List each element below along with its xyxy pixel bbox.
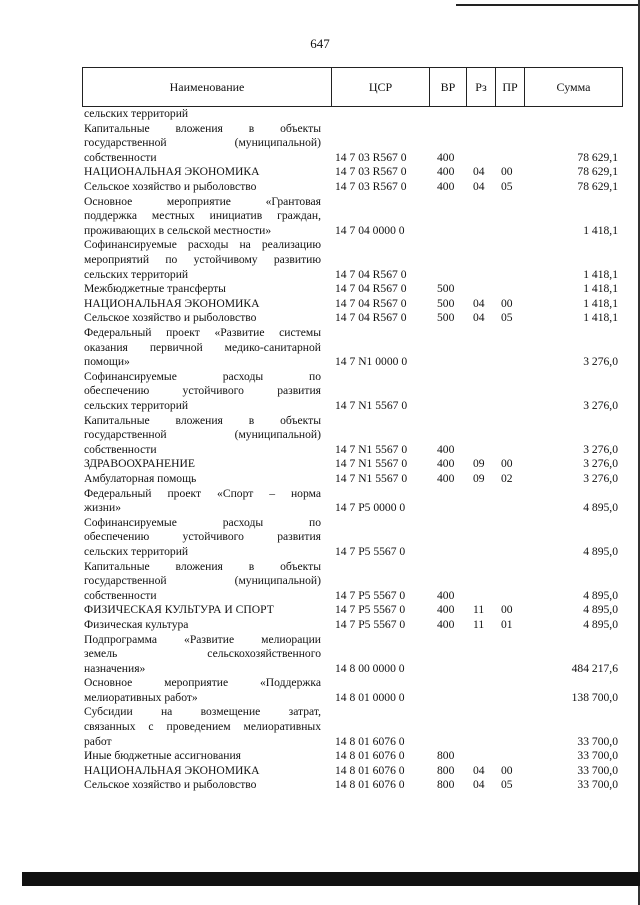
- row-name-line: обеспечению устойчивого развития: [84, 384, 321, 398]
- row-name: [84, 749, 321, 764]
- row-name-line: государственной (муниципальной): [84, 136, 321, 150]
- row-sum: 3 276,0: [583, 457, 618, 471]
- row-name-line: сельских территорий: [84, 544, 189, 558]
- row-name-line: сельских территорий: [84, 398, 189, 412]
- row-name-line: Физическая культура: [84, 617, 189, 631]
- row-csr: 14 8 01 6076 0: [335, 734, 405, 748]
- row-name-line: назначения»: [84, 661, 146, 675]
- table-row: [0, 560, 640, 604]
- row-sum: 138 700,0: [571, 690, 618, 704]
- row-name-line: ЗДРАВООХРАНЕНИЕ: [84, 457, 195, 471]
- row-name: [84, 457, 321, 472]
- row-vr: 400: [437, 617, 455, 631]
- row-name: [84, 560, 321, 604]
- row-name: [84, 618, 321, 633]
- row-csr: 14 7 N1 5567 0: [335, 471, 408, 485]
- header-vr: ВР: [440, 80, 456, 94]
- row-name: [84, 472, 321, 487]
- row-csr: 14 7 P5 5567 0: [335, 544, 406, 558]
- row-vr: 400: [437, 150, 455, 164]
- row-sum: 33 700,0: [577, 734, 618, 748]
- row-csr: 14 7 03 R567 0: [335, 150, 407, 164]
- table-row: [0, 297, 640, 312]
- row-name-line: собственности: [84, 588, 157, 602]
- row-name-line: Сельское хозяйство и рыболовство: [84, 179, 257, 193]
- row-rz: 04: [473, 296, 485, 310]
- row-csr: 14 7 P5 0000 0: [335, 501, 406, 515]
- row-csr: 14 7 03 R567 0: [335, 165, 407, 179]
- row-sum: 1 418,1: [583, 296, 618, 310]
- row-vr: 800: [437, 778, 455, 792]
- row-rz: 04: [473, 311, 485, 325]
- row-name-line: собственности: [84, 150, 157, 164]
- table-row: [0, 778, 640, 793]
- row-name-line: земель сельскохозяйственного: [84, 647, 321, 661]
- row-csr: 14 7 N1 0000 0: [335, 355, 408, 369]
- row-name-line: работ: [84, 734, 112, 748]
- row-sum: 1 418,1: [583, 267, 618, 281]
- row-name: [84, 487, 321, 516]
- row-name-line: НАЦИОНАЛЬНАЯ ЭКОНОМИКА: [84, 165, 260, 179]
- table-row: [0, 764, 640, 779]
- table-row: [0, 195, 640, 239]
- row-name-line: поддержка местных инициатив граждан,: [84, 209, 321, 223]
- row-name-line: проживающих в сельской местности»: [84, 223, 272, 237]
- row-vr: 400: [437, 442, 455, 456]
- row-name-line: собственности: [84, 442, 157, 456]
- table-row: [0, 516, 640, 560]
- row-name-line: Субсидии на возмещение затрат,: [84, 705, 321, 719]
- row-name: [84, 633, 321, 677]
- row-name-line: Сельское хозяйство и рыболовство: [84, 778, 257, 792]
- row-name: [84, 603, 321, 618]
- row-csr: 14 7 P5 5567 0: [335, 617, 406, 631]
- row-pr: 00: [501, 763, 513, 777]
- table-row: [0, 705, 640, 749]
- row-pr: 05: [501, 179, 513, 193]
- table-row: [0, 603, 640, 618]
- row-name-line: Межбюджетные трансферты: [84, 282, 226, 296]
- table-row: [0, 122, 640, 166]
- row-name-line: НАЦИОНАЛЬНАЯ ЭКОНОМИКА: [84, 763, 260, 777]
- row-sum: 3 276,0: [583, 442, 618, 456]
- row-csr: 14 7 04 R567 0: [335, 296, 407, 310]
- row-name-line: Подпрограмма «Развитие мелиорации: [84, 632, 321, 646]
- row-name-line: Софинансируемые расходы по: [84, 515, 321, 529]
- row-vr: 500: [437, 296, 455, 310]
- row-name-line: Основное мероприятие «Поддержка: [84, 676, 321, 690]
- row-name-line: Иные бюджетные ассигнования: [84, 749, 241, 763]
- row-csr: 14 7 P5 5567 0: [335, 603, 406, 617]
- row-rz: 04: [473, 763, 485, 777]
- row-name-line: государственной (муниципальной): [84, 428, 321, 442]
- row-sum: 3 276,0: [583, 471, 618, 485]
- row-rz: 09: [473, 457, 485, 471]
- row-csr: 14 7 04 R567 0: [335, 311, 407, 325]
- header-sum: Сумма: [556, 80, 591, 94]
- header-csr: ЦСР: [368, 80, 393, 94]
- row-name-line: оказания первичной медико-санитарной: [84, 340, 321, 354]
- table-row: [0, 633, 640, 677]
- header-pr: ПР: [502, 80, 518, 94]
- row-name-line: НАЦИОНАЛЬНАЯ ЭКОНОМИКА: [84, 296, 260, 310]
- table-row: [0, 180, 640, 195]
- row-csr: 14 8 01 6076 0: [335, 749, 405, 763]
- row-name-line: Капитальные вложения в объекты: [84, 559, 321, 573]
- row-sum: 3 276,0: [583, 398, 618, 412]
- row-sum: 33 700,0: [577, 778, 618, 792]
- row-pr: 05: [501, 778, 513, 792]
- row-name-line: мелиоративных работ»: [84, 690, 198, 704]
- row-name: [84, 516, 321, 560]
- row-vr: 800: [437, 763, 455, 777]
- top-edge-line: [456, 4, 640, 6]
- row-name: [84, 297, 321, 312]
- row-vr: 800: [437, 749, 455, 763]
- header-rz: Рз: [475, 80, 487, 94]
- row-name-line: Капитальные вложения в объекты: [84, 413, 321, 427]
- row-name-line: обеспечению устойчивого развития: [84, 530, 321, 544]
- row-csr: 14 8 01 6076 0: [335, 763, 405, 777]
- row-name: [84, 705, 321, 749]
- row-name: [84, 676, 321, 705]
- row-vr: 400: [437, 165, 455, 179]
- row-name-line: государственной (муниципальной): [84, 574, 321, 588]
- row-name: [84, 282, 321, 297]
- row-sum: 33 700,0: [577, 749, 618, 763]
- row-name: [84, 778, 321, 793]
- row-sum: 4 895,0: [583, 603, 618, 617]
- row-sum: 4 895,0: [583, 544, 618, 558]
- row-pr: 00: [501, 165, 513, 179]
- row-rz: 09: [473, 471, 485, 485]
- row-name-line: жизни»: [84, 501, 122, 515]
- row-name: [84, 326, 321, 370]
- row-name-line: Софинансируемые расходы на реализацию: [84, 238, 321, 252]
- row-csr: 14 8 00 0000 0: [335, 661, 405, 675]
- row-name: [84, 414, 321, 458]
- row-sum: 33 700,0: [577, 763, 618, 777]
- row-pr: 01: [501, 617, 513, 631]
- row-vr: 400: [437, 179, 455, 193]
- row-name-line: сельских территорий: [84, 267, 189, 281]
- table-row: [0, 749, 640, 764]
- table-row: [0, 487, 640, 516]
- row-name-line: мероприятий по устойчивому развитию: [84, 252, 321, 266]
- row-name: [84, 165, 321, 180]
- table-row: [0, 282, 640, 297]
- row-rz: 11: [473, 617, 485, 631]
- row-name-line: Основное мероприятие «Грантовая: [84, 194, 321, 208]
- table-row: [0, 676, 640, 705]
- row-name-line: Федеральный проект «Развитие системы: [84, 325, 321, 339]
- row-csr: 14 7 03 R567 0: [335, 179, 407, 193]
- row-csr: 14 7 N1 5567 0: [335, 457, 408, 471]
- row-name: [84, 107, 321, 122]
- row-vr: 500: [437, 282, 455, 296]
- row-vr: 400: [437, 588, 455, 602]
- row-name: [84, 311, 321, 326]
- table-row: [0, 457, 640, 472]
- row-name-line: связанных с проведением мелиоративных: [84, 720, 321, 734]
- row-sum: 4 895,0: [583, 617, 618, 631]
- row-pr: 05: [501, 311, 513, 325]
- row-name-line: Софинансируемые расходы по: [84, 369, 321, 383]
- table-row: [0, 311, 640, 326]
- row-pr: 02: [501, 471, 513, 485]
- row-csr: 14 7 04 R567 0: [335, 282, 407, 296]
- row-vr: 400: [437, 471, 455, 485]
- row-sum: 4 895,0: [583, 501, 618, 515]
- header-name: Наименование: [169, 80, 245, 94]
- row-csr: 14 8 01 6076 0: [335, 778, 405, 792]
- table-row: [0, 107, 640, 122]
- row-sum: 1 418,1: [583, 223, 618, 237]
- row-vr: 500: [437, 311, 455, 325]
- table-row: [0, 414, 640, 458]
- table-row: [0, 370, 640, 414]
- row-vr: 400: [437, 457, 455, 471]
- row-csr: 14 7 04 R567 0: [335, 267, 407, 281]
- row-csr: 14 7 N1 5567 0: [335, 442, 408, 456]
- row-csr: 14 7 N1 5567 0: [335, 398, 408, 412]
- row-name: [84, 122, 321, 166]
- row-rz: 04: [473, 165, 485, 179]
- row-sum: 1 418,1: [583, 311, 618, 325]
- table-row: [0, 618, 640, 633]
- row-name-line: сельских территорий: [84, 107, 189, 120]
- row-name-line: Амбулаторная помощь: [84, 471, 197, 485]
- table-row: [0, 326, 640, 370]
- row-rz: 11: [473, 603, 485, 617]
- table-row: [0, 238, 640, 282]
- row-name: [84, 195, 321, 239]
- table-body: [0, 107, 640, 793]
- table-row: [0, 165, 640, 180]
- table-header: [82, 67, 623, 107]
- row-name: [84, 370, 321, 414]
- row-name-line: ФИЗИЧЕСКАЯ КУЛЬТУРА И СПОРТ: [84, 603, 274, 617]
- row-name: [84, 180, 321, 195]
- row-name: [84, 238, 321, 282]
- row-csr: 14 7 04 0000 0: [335, 223, 405, 237]
- row-vr: 400: [437, 603, 455, 617]
- row-csr: 14 7 P5 5567 0: [335, 588, 406, 602]
- page-number: 647: [310, 36, 330, 51]
- row-rz: 04: [473, 179, 485, 193]
- bottom-scan-edge: [22, 872, 640, 886]
- row-pr: 00: [501, 296, 513, 310]
- row-name-line: Федеральный проект «Спорт – норма: [84, 486, 321, 500]
- row-sum: 4 895,0: [583, 588, 618, 602]
- row-rz: 04: [473, 778, 485, 792]
- row-name-line: Капитальные вложения в объекты: [84, 121, 321, 135]
- row-sum: 78 629,1: [577, 179, 618, 193]
- row-csr: 14 8 01 0000 0: [335, 690, 405, 704]
- row-name-line: помощи»: [84, 355, 130, 369]
- row-pr: 00: [501, 457, 513, 471]
- row-sum: 78 629,1: [577, 150, 618, 164]
- table-row: [0, 472, 640, 487]
- row-sum: 78 629,1: [577, 165, 618, 179]
- row-name-line: Сельское хозяйство и рыболовство: [84, 311, 257, 325]
- row-sum: 1 418,1: [583, 282, 618, 296]
- row-sum: 3 276,0: [583, 355, 618, 369]
- row-name: [84, 764, 321, 779]
- row-sum: 484 217,6: [571, 661, 618, 675]
- row-pr: 00: [501, 603, 513, 617]
